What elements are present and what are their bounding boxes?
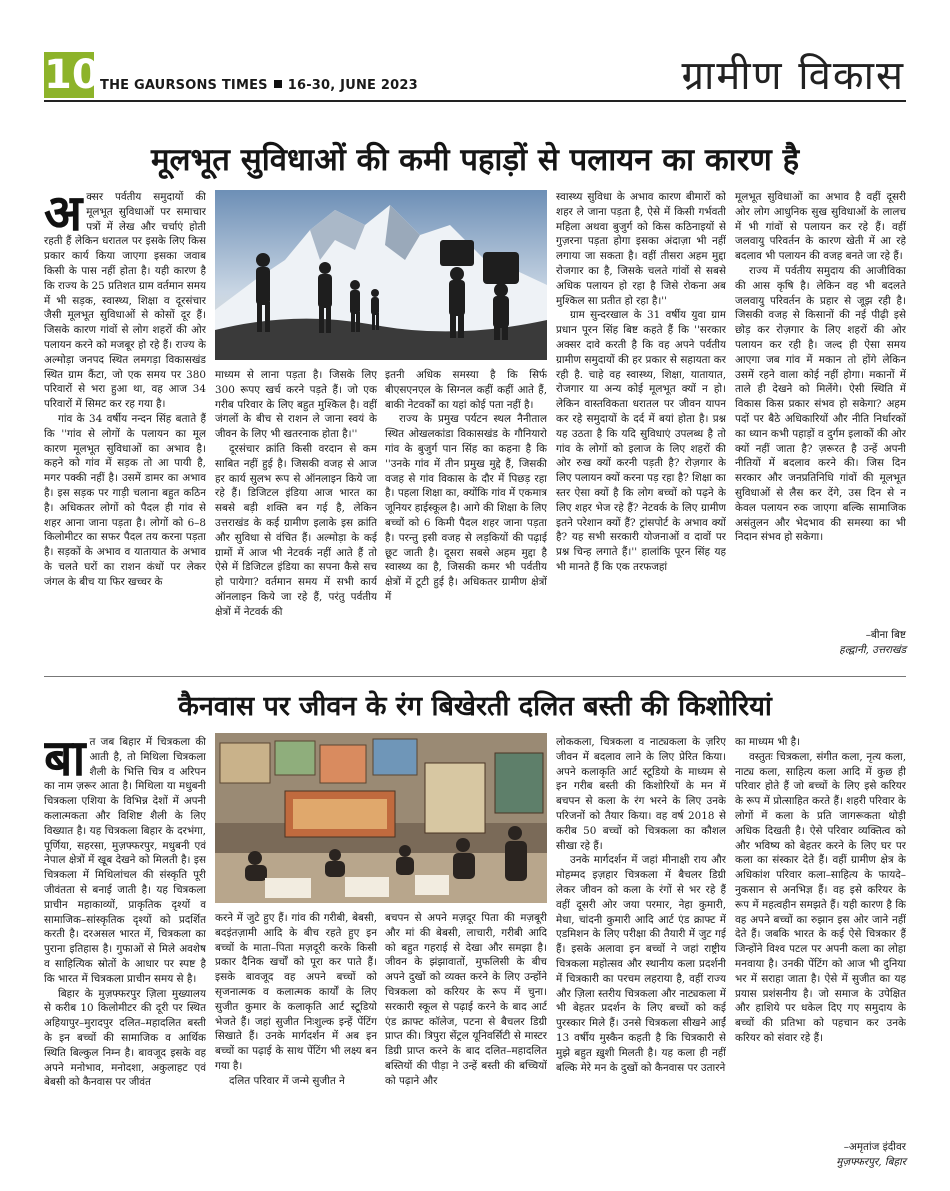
article2-paragraph: करने में जुटे हुए हैं। गांव की गरीबी, बेबसी, बदइंतज़ामी आदि के बीच रहते हुए इन बच्चों के माता–पिता मज़दूरी करके किसी प्रकार दैनिक खर्चों को पूरा कर पाते हैं। इसके बावजूद वह अपने बच्चों को सृजनात्मक व कलात्मक कार्यों के लिए सुजीत कुमार के कलाकृति आर्ट स्टूडियो भेजते हैं। जहां सुजीत निःशुल्क इन्हें पेंटिंग सिखाते हैं। उनके मार्गदर्शन में अब इन बच्चों का पढ़ाई के साथ पेंटिंग भी लक्ष्य बन गया है।: [215, 912, 377, 1072]
article2-paragraph: उनके मार्गदर्शन में जहां मीनाक्षी राय और मोहम्मद इज़हार चित्रकला में बैचलर डिग्री लेकर जीवन को कला के रंगों से भर रहे हैं वहीं दूसरी ओर जया परमार, नेहा कुमारी, मेधा, चांदनी कुमारी आदि आर्ट एंड क्राफ्ट में एडमिशन के लिए परीक्षा की तैयारी में जुट गई हैं। इसके अलावा इन बच्चों ने जहां राष्ट्रीय चित्रकला महोत्सव और स्थानीय कला प्रदर्शनी में चित्रकारी का परचम लहराया है, वहीं राज्य और ज़िला स्तरीय चित्रकला और नाट्यकला में भी बेहतर प्रदर्शन के लिए बच्चों को कई पुरस्कार मिले हैं। उनसे चित्रकला सीखने आईं 13 वर्षीय मुस्कैन कहती है कि चित्रकारी से मुझे बहुत ख़ुशी मिलती है। यह कला ही नहीं बल्कि मेरे मन के दुखों को कैनवास पर उतारने: [556, 854, 726, 1074]
article1-paragraph: इतनी अधिक समस्या है कि सिर्फ बीएसएनएल के सिग्नल कहीं कहीं आते हैं, बाकी नेटवर्कों का यहां कोई पता नहीं है।: [385, 369, 547, 411]
migration-photo: [215, 190, 547, 360]
article2-author: –अमृतांज इंदीवर: [843, 1141, 906, 1153]
article2-column-4: [556, 735, 726, 1175]
article-divider: [44, 676, 906, 677]
article1-column-2: [215, 368, 377, 670]
article2-paragraph: का माध्यम भी है।: [735, 736, 801, 748]
article2-paragraph: लोककला, चित्रकला व नाट्यकला के ज़रिए जीवन में बदलाव लाने के लिए प्रेरित किया। अपने कलाकृति आर्ट स्टूडियो के माध्यम से इन गरीब बस्ती की किशोरियों के मन में बचपन से कला के रंग भरने के लिए उनके परिजनों को तैयार किया। वह वर्ष 2018 से करीब 50 बच्चों को चित्रकला का कौशल सीखा रहे हैं।: [556, 736, 726, 852]
article2-paragraph: बचपन से अपने मज़दूर पिता की मज़बूरी और मां की बेबसी, लाचारी, गरीबी आदि को बहुत गहराई से देखा और समझा है। जीवन के झंझावातों, मुफलिसी के बीच अपने दुखों को व्यक्त करने के लिए उन्होंने चित्रकला को करियर के रूप में चुना। सरकारी स्कूल से पढ़ाई करने के बाद आर्ट एंड क्राफ्ट कॉलेज, पटना से बैचलर डिग्री प्राप्त की। त्रिपुरा सेंट्रल यूनिवर्सिटी से मास्टर डिग्री प्राप्त करने के बाद दलित–महादलित बस्तियों की पीड़ा ने उन्हें बस्ती की बच्चियों को पढ़ाने और: [385, 912, 547, 1087]
article1-paragraph: स्वास्थ्य सुविधा के अभाव कारण बीमारों को शहर ले जाना पड़ता है, ऐसे में किसी गर्भवती महिला अथवा बुजुर्ग को किस कठिनाइयों से गुज़रना पड़ता होगा इसका अंदाज़ा भी नहीं लगाया जा सकता है। वहीं तीसरा अहम मुद्दा रोजगार का है, जिसके चलते गांवों से सबसे अधिक पलायन हो रहा है जिसे रोकना अब मुश्किल सा प्रतीत हो रहा है।'': [556, 191, 726, 307]
article2-column-3: [385, 911, 547, 1175]
article2-drop-cap: बा: [44, 735, 86, 787]
article2-paragraph: वस्तुतः चित्रकला, संगीत कला, नृत्य कला, नाट्य कला, साहित्य कला आदि में कुछ ही परिवार होते हैं जो बच्चों के लिए इसे करियर के रूप में प्रोत्साहित करते हैं। शहरी परिवार के लोगों में कला के प्रति जागरूकता थोड़ी अधिक दिखती है। ऐसे परिवार व्यक्तित्व को और भविष्य को बेहतर करने के लिए घर पर कला का संस्कार देते हैं। वहीं ग्रामीण क्षेत्र के अधिकांश परिवार कला–साहित्य के फायदे–नुकसान से अनभिज्ञ हैं। वह इसे करियर के रूप में महत्वहीन समझते हैं। यही कारण है कि वह अपने बच्चों का रुझान इस ओर जाने नहीं देते हैं। जबकि भारत के कई ऐसे चित्रकार हैं जिन्होंने विश्व पटल पर अपनी कला का लोहा मनवाया है। उनकी पेंटिंग को आज भी दुनिया भर में सराहा जाता है। ऐसे में सुजीत का यह प्रयास प्रशंसनीय है। जो समाज के उपेक्षित और हाशिये पर धकेल दिए गए समुदाय के बच्चों की प्रतिभा को पहचान कर उनके करियर को संवार रहे हैं।: [735, 750, 906, 1044]
article2-paragraph: बिहार के मुज़फ्फरपुर ज़िला मुख्यालय से करीब 10 किलोमीटर की दूरी पर स्थित अहियापुर–मुरादपुर दलित–महादलित बस्ती के इन बच्चों की सामाजिक व आर्थिक स्थिति बिल्कुल निम्न है। बावजूद इसके वह अपने मनोभाव, मनोदशा, अकुलाहट एवं बेबसी को कैनवास पर जीवंत: [44, 987, 206, 1089]
article1-column-4: [556, 190, 726, 670]
article1-paragraph: मूलभूत सुविधाओं का अभाव है वहीं दूसरी ओर लोग आधुनिक सुख सुविधाओं के लालच में भी गांवों से पलायन कर रहे हैं। वहीं जलवायु परिवर्तन के कारण खेती में आ रहे बदलाव भी पलायन की वजह बनते जा रहे हैं।: [735, 191, 906, 263]
issue-date: 16-30, JUNE 2023: [287, 78, 418, 93]
article2-paragraph: दलित परिवार में जन्मे सुजीत ने: [229, 1074, 345, 1087]
masthead: [100, 78, 418, 93]
article2-column-1: [44, 735, 206, 1175]
article2-column-5: [735, 735, 906, 1135]
page-number: 10: [44, 52, 100, 98]
article1-author: –बीना बिष्ट: [865, 629, 906, 641]
article1-paragraph: राज्य के प्रमुख पर्यटन स्थल नैनीताल स्थित ओखलकांडा विकासखंड के गौनियारो गांव के बुजुर्ग पान सिंह का कहना है कि ''उनके गांव में तीन प्रमुख मुद्दे हैं, जिसकी वजह से गांव विकास के दौर में पिछड़ रहा है। पहला शिक्षा का, क्योंकि गांव में एकमात्र जूनियर हाईस्कूल है। आगे की शिक्षा के लिए बच्चों को 6 किमी पैदल शहर जाना पड़ता है। परन्तु इसी वजह से लड़कियों की पढ़ाई छूट जाती है। दूसरा सबसे अहम मुद्दा है स्वास्थ्य का है, जिसकी कमर भी पर्वतीय क्षेत्रों में टूटी हुई है। अधिकतर ग्रामीण क्षेत्रों में: [385, 413, 547, 603]
article2-headline: कैनवास पर जीवन के रंग बिखेरती दलित बस्ती की किशोरियां: [178, 691, 772, 722]
article1-column-3: [385, 368, 547, 670]
header-rule: [44, 100, 906, 102]
article1-headline: मूलभूत सुविधाओं की कमी पहाड़ों से पलायन का कारण है: [150, 142, 800, 178]
art-studio-photo: [215, 733, 547, 903]
article2-column-2: [215, 911, 377, 1175]
article1-paragraph: क्सर पर्वतीय समुदायों की मूलभूत सुविधाओं पर समाचार पत्रों में लेख और चर्चाएं होती रहती हैं लेकिन धरातल पर इसके लिए किस प्रकार कार्य किया जाएगा इसका जवाब किसी के पास नहीं होता है। यही कारण है कि राज्य के 25 प्रतिशत ग्राम वर्तमान समय में भी सड़क, स्वास्थ्य, शिक्षा व दूरसंचार जैसी मूलभूत सुविधाओं से कोसों दूर हैं। जिसके कारण गांवों से लोग शहरों की ओर पलायन करने को मजबूर हो रहे हैं। राज्य के अल्मोड़ा जनपद स्थित लमगड़ा विकासखंड स्थित ग्राम कैंटा, जो एक समय पर 380 परिवारों से भरा हुआ था, वह आज 34 परिवारों में सिमट कर रह गया है।: [44, 191, 206, 411]
article1-paragraph: ग्राम सुन्दरखाल के 31 वर्षीय युवा ग्राम प्रधान पूरन सिंह बिष्ट कहते हैं कि ''सरकार अक्सर दावे करती है कि वह अपने पर्वतीय ग्रामीण समुदायों की हर प्रकार से सहायता कर रही है. चाहे वह स्वास्थ्य, शिक्षा, यातायात, रोजगार या अन्य कोई मूलभूत क्यों न हो। लेकिन वास्तविकता धरातल पर जीवन यापन कर रहे समुदायों के दर्द में बयां होता है। प्रश्न यह उठता है कि यदि सुविधाएं उपलब्ध है तो गांव के लोगों को इलाज के लिए शहरों की ओर रुख क्यों करनी पड़ती है? रोज़गार के लिए पलायन क्यों करना पड़ रहा है? शिक्षा का स्तर ऐसा क्यों है कि लोग बच्चों को पढ़ने के लिए शहर भेज रहे हैं? नेटवर्क के लिए ग्रामीण इतने परेशान क्यों हैं? ट्रांसपोर्ट के अभाव क्यों है? यह सभी सरकारी योजनाओं व दावों पर प्रश्न चिन्ह लगाते हैं।'' हालांकि पूरन सिंह यह भी मानते हैं कि एक तरफजहां: [556, 309, 726, 573]
paper-name: THE GAURSONS TIMES: [100, 78, 268, 93]
article1-paragraph: गांव के 34 वर्षीय नन्दन सिंह बताते हैं कि ''गांव से लोगों के पलायन का मूल कारण मूलभूत सुविधाओं का अभाव है। कहने को गांव में सड़क तो आ पायी है, मगर पक्की नहीं है। उसमें डामर का अभाव है। इस सड़क पर गाड़ी चलाना बहुत कठिन है। अधिकतर लोगों को पैदल ही गांव से शहर आना जाना पड़ता है। लोगों को 6–8 किलोमीटर का सफर पैदल तय करना पड़ता है। सड़कों के अभाव व यातायात के अभाव के चलते घरों का राशन कंधों पर लेकर जंगल के बीच या फिर खच्चर के: [44, 412, 206, 588]
mountain-family-image: [215, 190, 547, 360]
article1-paragraph: माध्यम से लाना पड़ता है। जिसके लिए 300 रूपए खर्च करने पड़ते हैं। जो एक गरीब परिवार के लिए बहुत मुश्किल है। वहीं जंगलों के बीच से राशन ले जाना स्वयं के जीवन के लिए भी खतरनाक होता है।'': [215, 369, 377, 441]
section-title: ग्रामीण विकास: [681, 53, 905, 99]
article1-place: हल्द्वानी, उत्तराखंड: [839, 644, 906, 656]
article2-byline: [735, 1140, 906, 1170]
article1-byline: [735, 628, 906, 658]
article1-column-1: [44, 190, 206, 670]
article1-paragraph: दूरसंचार क्रांति किसी वरदान से कम साबित नहीं हुई है। जिसकी वजह से आज हर कार्य सुलभ रूप से ऑनलाइन किये जा रहे हैं। डिजिटल इंडिया आज भारत का सबसे बड़ी शक्ति बन गई है, लेकिन उत्तराखंड के कई ग्रामीण इलाके इस क्रांति और सुविधा से वंचित हैं। अल्मोड़ा के कई ग्रामों में आज भी नेटवर्क नहीं आते हैं तो ऐसे में डिजिटल इंडिया का सपना कैसे सच हो पायेगा? वर्तमान समय में सभी कार्य ऑनलाइन किये जा रहे हैं, परंतु पर्वतीय क्षेत्रों में नेटवर्क की: [215, 442, 377, 618]
children-painting-image: [215, 733, 547, 903]
square-bullet-icon: [274, 80, 282, 88]
article2-place: मुज़फ्फरपुर, बिहार: [836, 1156, 906, 1168]
article1-column-5: [735, 190, 906, 622]
article1-drop-cap: अ: [44, 190, 83, 242]
article1-paragraph: राज्य में पर्वतीय समुदाय की आजीविका की आस कृषि है। लेकिन वह भी बदलते जलवायु परिवर्तन के प्रहार से जूझ रही है। जिसकी वजह से किसानों की नई पीढ़ी इसे छोड़ कर रोज़गार के लिए शहरों की ओर पलायन कर रही है। जल्द ही ऐसा समय आएगा जब गांव में मकान तो होंगे लेकिन उसमें रहने वाला कोई नहीं होगा। मकानों में ताले ही देखने को मिलेंगे। ऐसी स्थिति में विकास किस प्रकार संभव हो सकेगा? अहम पदों पर बैठे अधिकारियों और नीति निर्धारकों का ध्यान कभी पहाड़ों व दुर्गम इलाकों की ओर क्यों नहीं जाता है? ज़रूरत है उन्हें अपनी नीतियों में बदलाव करने की। जिस दिन सरकार और जनप्रतिनिधि गांवों की मूलभूत सुविधाओं से लैस कर देंगे, उस दिन से न केवल पलायन रुक जाएगा बल्कि सामाजिक असंतुलन और भेदभाव की समस्या का भी निदान संभव हो सकेगा।: [735, 264, 906, 544]
article2-paragraph: त जब बिहार में चित्रकला की आती है, तो मिथिला चित्रकला शैली के भित्ति चित्र व अरिपन का नाम ज़रूर आता है। मिथिला या मधुबनी चित्रकला एशिया के विभिन्न देशों में अपनी कलात्मकता और विशिष्ट शैली के लिए विख्यात है। यह चित्रकला बिहार के दरभंगा, पूर्णिया, सहरसा, मुज़फ्फरपुर, मधुबनी एवं नेपाल क्षेत्रों में खूब देखने को मिलती है। इस चित्रकला में मिथिलांचल की संस्कृति पूरी जीवंतता से बनाई जाती है। यह चित्रकला प्राचीन महाकाव्यों, प्राकृतिक दृश्यों व सामाजिक–सांस्कृतिक दृश्यों को प्रदर्शित करती है। दरअसल भारत में, चित्रकला का पुराना इतिहास है। गुफाओं से मिले अवशेष व साहित्यिक स्रोतों के आधार पर स्पष्ट है कि भारत में चित्रकला प्राचीन समय से है।: [44, 736, 206, 985]
